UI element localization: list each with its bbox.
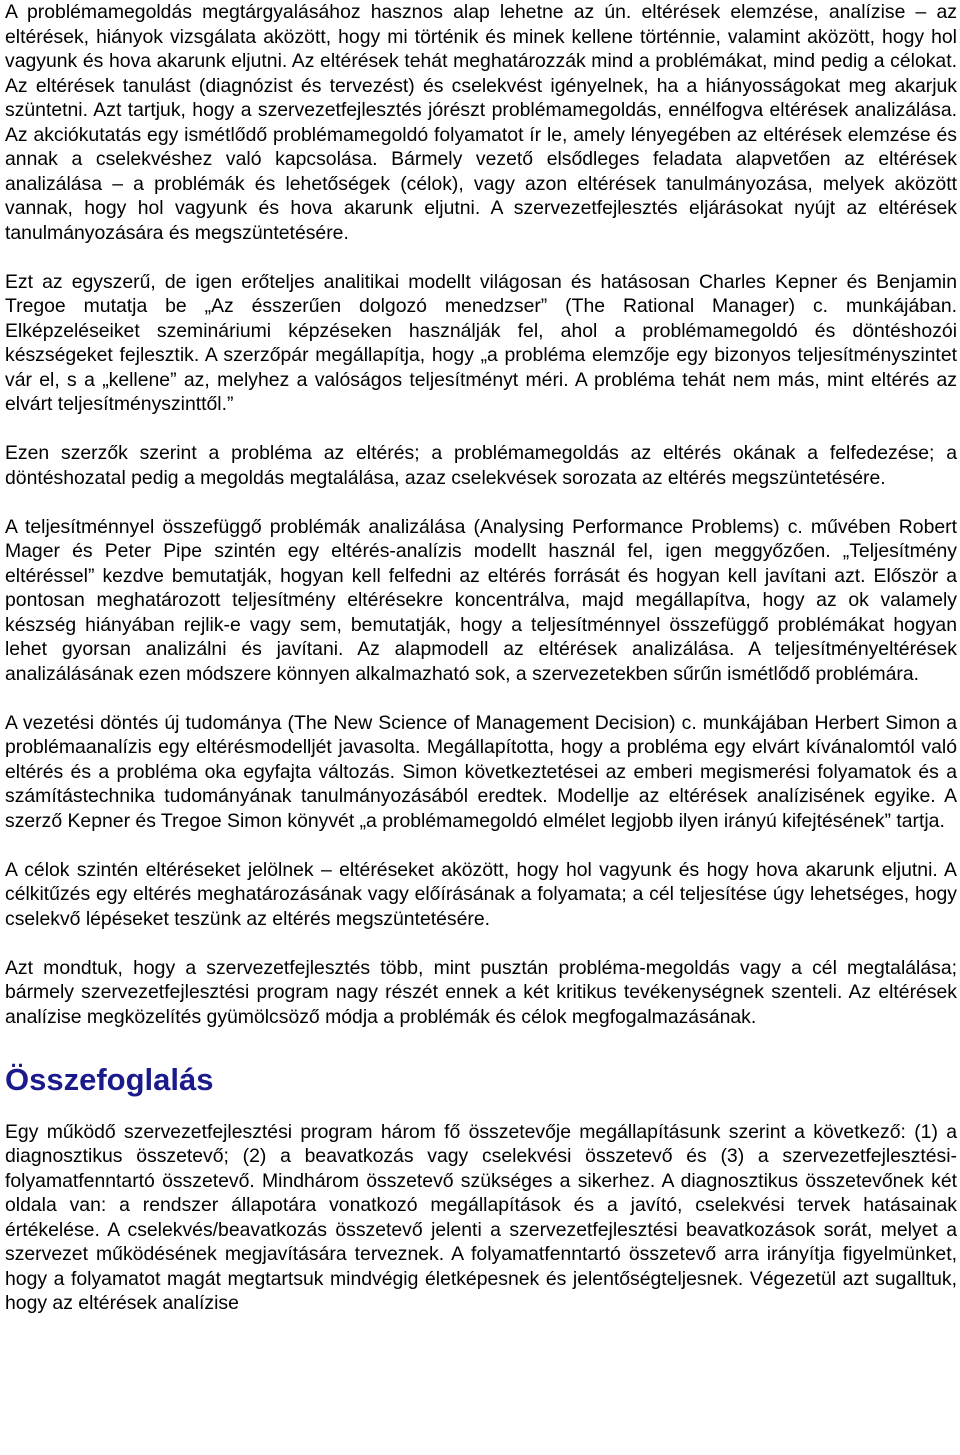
body-paragraph: A teljesítménnyel összefüggő problémák analizálása (Analysing Performance Problems) c. művében Robert Mager és Peter Pipe szintén egy eltérés-analízis modellt használ fel, igen meggyőzően. „Teljesítmény eltéréssel” kezdve bemutatják, hogyan kell felfedni az eltérés forrását és hogyan kell javítani azt. Először a pontosan meghatározott teljesítmény eltérésekre koncentrálva, majd megállapítva, hogy az ok valamely készség hiányában rejlik-e vagy sem, bemutatják, hogy a teljesítménnyel összefüggő problémákat hogyan lehet gyorsan analizálni és javítani. Az alapmodell az eltérések analizálása. A teljesítményeltérések analizálásának ezen módszere könnyen alkalmazható sok, a szervezetekben sűrűn ismétlődő problémára.	[5, 515, 957, 685]
body-paragraph: Azt mondtuk, hogy a szervezetfejlesztés több, mint pusztán probléma-megoldás vagy a cél megtalálása; bármely szervezetfejlesztési program nagy részét ennek a két kritikus tevékenységnek szenteli. Az eltérések analízise megközelítés gyümölcsöző módja a problémák és célok megfogalmazásának.	[5, 956, 957, 1028]
body-paragraph: Ezt az egyszerű, de igen erőteljes analitikai modellt világosan és hatásosan Charles Kepner és Benjamin Tregoe mutatja be „Az ésszerűen dolgozó menedzser” (The Rational Manager) c. munkájában. Elképzeléseiket szemináriumi képzéseken használják fel, ahol a problémamegoldó és döntéshozói készségeket fejlesztik. A szerzőpár megállapítja, hogy „a probléma elemzője egy bizonyos teljesítményszintet vár el, s a „kellene” az, melyhez a valóságos teljesítményt méri. A probléma tehát nem más, mint eltérés az elvárt teljesítményszinttől.”	[5, 270, 957, 415]
section-heading: Összefoglalás	[5, 1061, 214, 1097]
body-paragraph: Egy működő szervezetfejlesztési program három fő összetevője megállapításunk szerint a következő: (1) a diagnosztikus összetevő; (2) a beavatkozás vagy cselekvési összetevő és (3) a szervezetfejlesztési-folyamatfenntartó összetevő. Mindhárom összetevő szükséges a sikerhez. A diagnosztikus összetevőnek két oldala van: a rendszer állapotára vonatkozó megállapítások és a javító, cselekvési tervek hatásainak értékelése. A cselekvés/beavatkozás összetevő jelenti a szervezetfejlesztési beavatkozások sorát, melyet a szervezet működésének megjavítására terveznek. A folyamatfenntartó összetevő arra irányítja figyelmünket, hogy a folyamatot magát megtartsuk mindvégig életképesnek és jelentőségteljesnek. Végezetül azt sugalltuk, hogy az eltérések analízise	[5, 1120, 957, 1314]
body-paragraph: A vezetési döntés új tudománya (The New Science of Management Decision) c. munkájában Herbert Simon a problémaanalízis egy eltérésmodelljét javasolta. Megállapította, hogy a probléma egy elvárt kívánalomtól való eltérés és a probléma oka egyfajta változás. Simon következtetései az emberi megismerési folyamatok és a számítástechnika tudományának tanulmányozásából eredtek. Modellje az eltérések analízisének egyike. A szerző Kepner és Tregoe Simon könyvét „a problémamegoldó elmélet legjobb ilyen irányú kifejtésének” tartja.	[5, 711, 957, 832]
body-paragraph: A célok szintén eltéréseket jelölnek – eltéréseket aközött, hogy hol vagyunk és hogy hova akarunk eljutni. A célkitűzés egy eltérés meghatározásának vagy előírásának a folyamata; a cél teljesítése úgy lehetséges, hogy cselekvő lépéseket teszünk az eltérés megszüntetésére.	[5, 858, 957, 930]
body-paragraph: A problémamegoldás megtárgyalásához hasznos alap lehetne az ún. eltérések elemzése, analízise – az eltérések, hiányok vizsgálata aközött, hogy mi történik és minek kellene történnie, valamint aközött, hogy hol vagyunk és hova akarunk eljutni. Az eltérések tehát meghatározzák mind a problémákat, mind pedig a célokat. Az eltérések tanulást (diagnózist és tervezést) és cselekvést igényelnek, ha a hiányosságokat meg akarjuk szüntetni. Azt tartjuk, hogy a szervezetfejlesztés jórészt problémamegoldás, ennélfogva eltérések analizálása. Az akciókutatás egy ismétlődő problémamegoldó folyamatot ír le, amely lényegében az eltérések elemzése és annak a cselekvéshez való kapcsolása. Bármely vezető elsődleges feladata alapvetően az eltérések analizálása – a problémák és lehetőségek (célok), vagy azon eltérések tanulmányozása, melyek aközött vannak, hogy hol vagyunk és hova akarunk eljutni. A szervezetfejlesztés eljárásokat nyújt az eltérések tanulmányozására és megszüntetésére.	[5, 1, 957, 244]
document-page	[5, 0, 957, 1340]
body-paragraph: Ezen szerzők szerint a probléma az eltérés; a problémamegoldás az eltérés okának a felfedezése; a döntéshozatal pedig a megoldás megtalálása, azaz cselekvések sorozata az eltérés megszüntetésére.	[5, 442, 957, 489]
